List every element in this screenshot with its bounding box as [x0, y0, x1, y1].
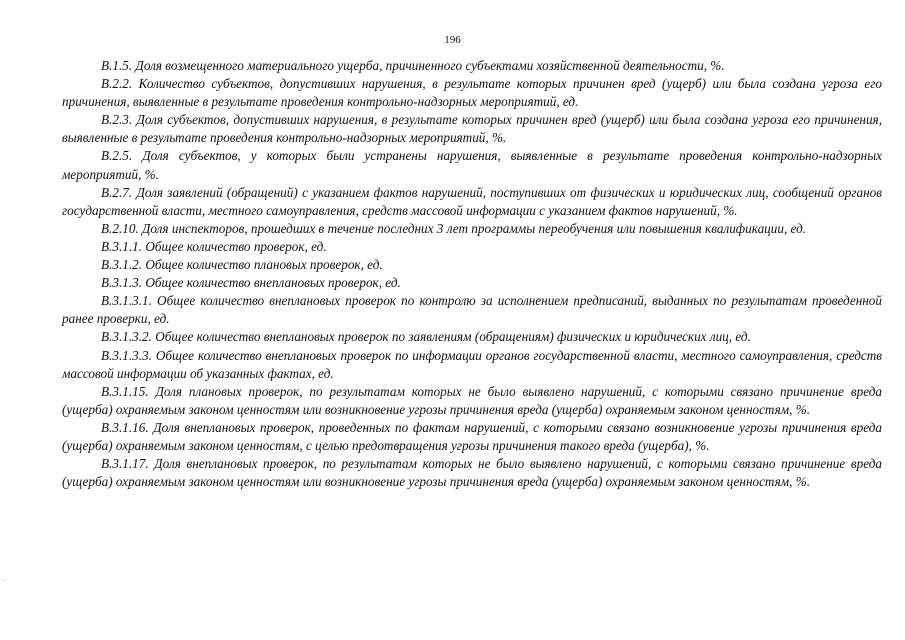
paragraph-b-3-1-1: В.3.1.1. Общее количество проверок, ед. [101, 238, 327, 254]
paragraph-b-2-2: В.2.2. Количество субъектов, допустивших нарушения, в результате которых причинен вред (ущерб) или была создана угроза его причинения, выявленные в результате проведения контрольно-надзорных мероприятий, ед. [62, 76, 882, 110]
paragraph-b-3-1-3-3: В.3.1.3.3. Общее количество внеплановых проверок по информации органов государственной власти, местного самоуправления, средств массовой информации об указанных фактах, ед. [62, 347, 882, 381]
paragraph-b-2-5: В.2.5. Доля субъектов, у которых были устранены нарушения, выявленные в результате проведения контрольно-надзорных мероприятий, %. [62, 148, 882, 182]
paragraph-b-1-5: В.1.5. Доля возмещенного материального ущерба, причиненного субъектами хозяйственной деятельности, %. [101, 58, 725, 73]
paragraph-b-3-1-3: В.3.1.3. Общее количество внеплановых проверок, ед. [101, 275, 401, 291]
paragraph-b-3-1-16: В.3.1.16. Доля внеплановых проверок, проведенных по фактам нарушений, с которыми связано возникновение угрозы причинения вреда (ущерба) охраняемым законом ценностям, с целью предотвращения угрозы причинения такого вреда (ущерба), %. [62, 419, 882, 453]
paragraph-b-3-1-2: В.3.1.2. Общее количество плановых проверок, ед. [101, 257, 383, 273]
document-body [62, 57, 882, 491]
paragraph-b-3-1-3-2: В.3.1.3.2. Общее количество внеплановых проверок по заявлениям (обращениям) физических и юридических лиц, ед. [101, 329, 751, 345]
paragraph-b-3-1-3-1: В.3.1.3.1. Общее количество внеплановых проверок по контролю за исполнением предписаний, выданных по результатам проведенной ранее проверки, ед. [62, 293, 882, 327]
paragraph-b-2-10: В.2.10. Доля инспекторов, прошедших в течение последних 3 лет программы переобучения или повышения квалификации, ед. [101, 220, 807, 236]
page-number: 196 [444, 34, 461, 46]
paragraph-b-2-7: В.2.7. Доля заявлений (обращений) с указанием фактов нарушений, поступивших от физических и юридических лиц, сообщений органов государственной власти, местного самоуправления, средств массовой информации с указанием фактов нарушений, %. [62, 184, 882, 218]
paragraph-b-3-1-17: В.3.1.17. Доля внеплановых проверок, по результатам которых не было выявлено нарушений, с которыми связано причинение вреда (ущерба) охраняемым законом ценностям или возникновение угрозы причинения вреда (ущерба) охраняемым законом ценностям, %. [62, 456, 882, 490]
paragraph-b-3-1-15: В.3.1.15. Доля плановых проверок, по результатам которых не было выявлено нарушений, с которыми связано причинение вреда (ущерба) охраняемым законом ценностям или возникновение угрозы причинения вреда (ущерба) охраняемым законом ценностям, %. [62, 383, 882, 417]
scan-speck [3, 580, 4, 581]
paragraph-b-2-3: В.2.3. Доля субъектов, допустивших нарушения, в результате которых причинен вред (ущерб) или была создана угроза его причинения, выявленные в результате проведения контрольно-надзорных мероприятий, %. [62, 112, 882, 146]
